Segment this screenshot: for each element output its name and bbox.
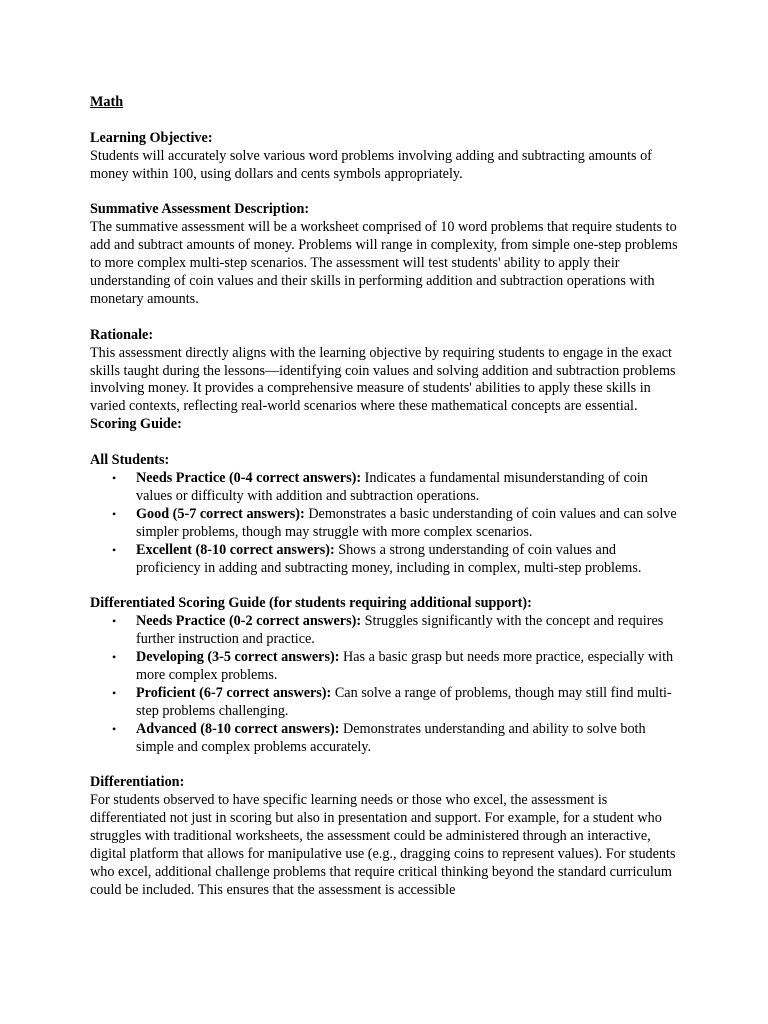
- bullet-icon: •: [112, 614, 117, 629]
- level-label: Needs Practice (0-4 correct answers):: [136, 469, 362, 486]
- scoring-guide-heading: Scoring Guide:: [90, 416, 182, 433]
- level-description: Indicates a fundamental misunderstanding of coin values or difficulty with addition and subtraction operations.: [136, 469, 648, 504]
- summative-assessment-heading: Summative Assessment Description:: [90, 201, 310, 218]
- level-description: Demonstrates a basic understanding of coin values and can solve simpler problems, though may struggle with more complex scenarios.: [136, 505, 677, 540]
- differentiation-text: For students observed to have specific learning needs or those who excel, the assessment is differentiated not just in scoring but also in presentation and support. For example, for a student who struggles with traditional worksheets, the assessment could be administered through an interactive, digital platform that allows for manipulative use (e.g., dragging coins to represent values). For students who excel, additional challenge problems that require critical thinking beyond the standard curriculum could be included. This ensures that the assessment is accessible: [90, 792, 676, 898]
- level-description: Demonstrates understanding and ability to solve both simple and complex problems accurately.: [136, 720, 646, 755]
- learning-objective-text: Students will accurately solve various word problems involving adding and subtracting amounts of money within 100, using dollars and cents symbols appropriately.: [90, 147, 652, 182]
- all-students-heading: All Students:: [90, 452, 170, 469]
- bullet-icon: •: [112, 470, 117, 485]
- level-label: Needs Practice (0-2 correct answers):: [136, 613, 362, 630]
- differentiation-heading: Differentiation:: [90, 774, 185, 791]
- bullet-icon: •: [112, 542, 117, 557]
- list-item: [112, 649, 682, 685]
- summative-assessment-text: The summative assessment will be a worksheet comprised of 10 word problems that require students to add and subtract amounts of money. Problems will range in complexity, from simple one-step problems to more complex multi-step scenarios. The assessment will test students' ability to apply their understanding of coin values and their skills in performing addition and subtraction operations with monetary amounts.: [90, 219, 678, 307]
- rationale-heading: Rationale:: [90, 326, 154, 343]
- level-description: Shows a strong understanding of coin values and proficiency in adding and subtracting money, including in complex, multi-step problems.: [136, 541, 642, 576]
- bullet-icon: •: [112, 685, 117, 700]
- level-description: Can solve a range of problems, though may still find multi-step problems challenging.: [136, 684, 672, 719]
- level-label: Excellent (8-10 correct answers):: [136, 541, 335, 558]
- bullet-icon: •: [112, 721, 117, 736]
- all-students-list: [90, 470, 682, 577]
- level-description: Struggles significantly with the concept and requires further instruction and practice.: [136, 613, 664, 648]
- bullet-icon: •: [112, 650, 117, 665]
- learning-objective-heading: Learning Objective:: [90, 129, 213, 146]
- list-item: [112, 684, 682, 721]
- list-item: [112, 505, 682, 542]
- bullet-icon: •: [112, 506, 117, 521]
- differentiated-scoring-list: [90, 613, 682, 756]
- list-item: [112, 720, 682, 757]
- level-label: Proficient (6-7 correct answers):: [136, 684, 332, 701]
- level-label: Good (5-7 correct answers):: [136, 505, 305, 522]
- document-body: [90, 94, 682, 900]
- level-description: Has a basic grasp but needs more practice, especially with more complex problems.: [136, 649, 674, 683]
- level-label: Developing (3-5 correct answers):: [136, 649, 340, 666]
- differentiated-scoring-heading: Differentiated Scoring Guide (for students requiring additional support):: [90, 595, 532, 612]
- list-item: [112, 469, 682, 506]
- level-label: Advanced (8-10 correct answers):: [136, 720, 340, 737]
- rationale-text: This assessment directly aligns with the learning objective by requiring students to engage in the exact skills taught during the lessons—identifying coin values and solving addition and subtraction problems involving money. It provides a comprehensive measure of students' abilities to apply these skills in varied contexts, reflecting real-world scenarios where these mathematical concepts are essential.: [90, 344, 676, 415]
- list-item: [112, 613, 682, 649]
- list-item: [112, 541, 682, 578]
- document-title: Math: [90, 94, 124, 110]
